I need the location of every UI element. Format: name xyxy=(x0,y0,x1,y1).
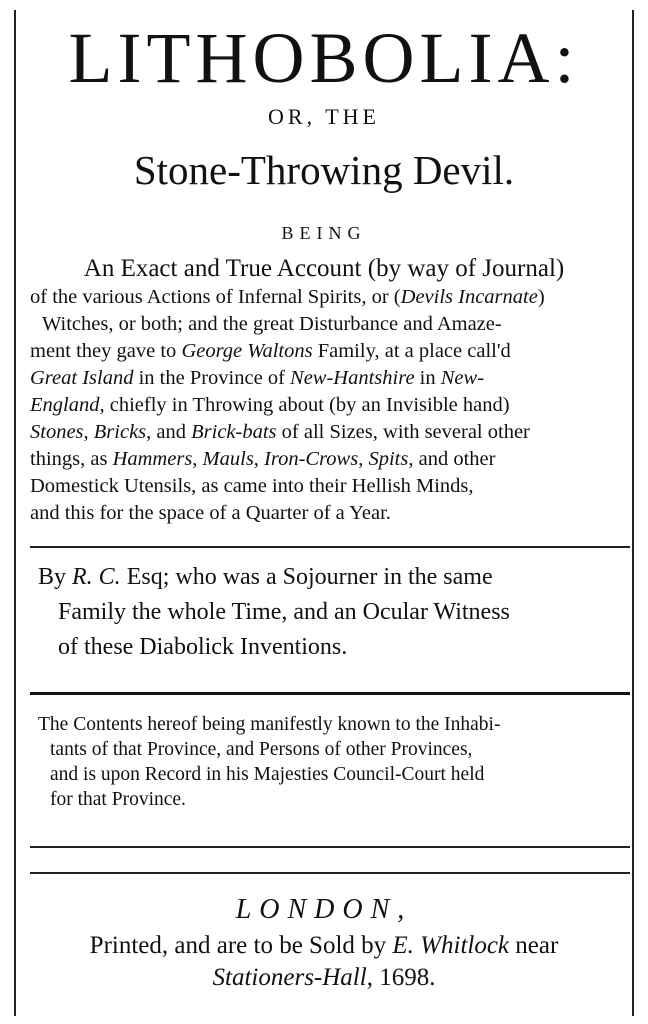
author-line-2: Family the whole Time, and an Ocular Witness xyxy=(58,599,510,625)
description-line-1: An Exact and True Account (by way of Journal) xyxy=(83,255,565,282)
contents-line-1: The Contents hereof being manifestly known to the Inhabi- xyxy=(38,714,501,735)
contents-line-4: for that Province. xyxy=(50,789,186,810)
desc-text: Family, at a place call'd xyxy=(312,340,511,362)
imprint-line-1 xyxy=(0,930,648,962)
author-text: Esq; who was a Sojourner in the same xyxy=(120,564,493,590)
desc-text: of all Sizes, with several other xyxy=(276,421,530,443)
desc-text: , xyxy=(192,448,203,470)
desc-text: of the various Actions of Infernal Spirits, or ( xyxy=(30,286,401,308)
desc-italic: England xyxy=(30,394,100,416)
description-line-4 xyxy=(30,338,630,365)
imprint-city: LONDON, xyxy=(235,894,413,925)
desc-text: things, as xyxy=(30,448,113,470)
description-line-3: Witches, or both; and the great Disturbance and Amaze- xyxy=(42,313,502,335)
divider-rule-1 xyxy=(30,546,630,548)
desc-italic: Brick-bats xyxy=(191,421,277,443)
desc-italic: Hammers xyxy=(112,448,193,470)
imprint-text: Printed, and are to be Sold by xyxy=(89,932,393,959)
desc-italic: New-Hantshire xyxy=(290,367,415,389)
contents-line-2: tants of that Province, and Persons of other Provinces, xyxy=(50,739,473,760)
contents-statement xyxy=(38,712,630,812)
description-line-8 xyxy=(30,446,630,473)
imprint xyxy=(0,930,648,994)
contents-line-3: and is upon Record in his Majesties Council-Court held xyxy=(50,764,485,785)
being-line: BEING xyxy=(281,223,367,243)
title: LITHOBOLIA: xyxy=(68,18,580,98)
desc-italic: George Waltons xyxy=(181,340,313,362)
divider-rule-2 xyxy=(30,692,630,695)
author-text: By xyxy=(38,564,73,590)
desc-italic: Iron-Crows xyxy=(264,448,359,470)
desc-text: ment they gave to xyxy=(30,340,182,362)
divider-rule-3 xyxy=(30,846,630,848)
description xyxy=(30,254,630,527)
desc-italic: Great Island xyxy=(30,367,134,389)
author-statement xyxy=(38,560,630,665)
description-line-9: Domestick Utensils, as came into their Hellish Minds, xyxy=(30,475,474,497)
description-line-5 xyxy=(30,365,630,392)
desc-italic: Spits xyxy=(368,448,409,470)
desc-italic: Mauls xyxy=(202,448,254,470)
desc-text: , xyxy=(83,421,94,443)
desc-text: in xyxy=(414,367,441,389)
description-line-7 xyxy=(30,419,630,446)
desc-text: , and other xyxy=(408,448,496,470)
or-the-line: OR, THE xyxy=(268,104,380,129)
imprint-date: , 1698. xyxy=(366,964,436,991)
desc-italic: New- xyxy=(440,367,485,389)
desc-text: , and xyxy=(146,421,192,443)
divider-rule-4 xyxy=(30,872,630,874)
imprint-printer: E. Whitlock xyxy=(392,932,510,959)
desc-text: , xyxy=(253,448,265,470)
imprint-text: near xyxy=(509,932,559,959)
subtitle: Stone-Throwing Devil. xyxy=(133,147,515,193)
desc-text: , xyxy=(358,448,369,470)
author-initials: R. C. xyxy=(72,564,121,590)
imprint-line-2 xyxy=(0,962,648,994)
description-line-10: and this for the space of a Quarter of a Year. xyxy=(30,502,391,524)
desc-text: ) xyxy=(537,286,545,308)
desc-italic: Stones xyxy=(30,421,84,443)
desc-italic: Bricks xyxy=(93,421,147,443)
desc-italic: Devils Incarnate xyxy=(400,286,538,308)
desc-text: , chiefly in Throwing about (by an Invisible hand) xyxy=(99,394,510,416)
desc-text: in the Province of xyxy=(133,367,291,389)
author-line-3: of these Diabolick Inventions. xyxy=(58,634,348,660)
description-line-2 xyxy=(30,284,630,311)
author-line-1 xyxy=(38,560,630,595)
description-line-6 xyxy=(30,392,630,419)
imprint-place: Stationers-Hall xyxy=(212,964,367,991)
